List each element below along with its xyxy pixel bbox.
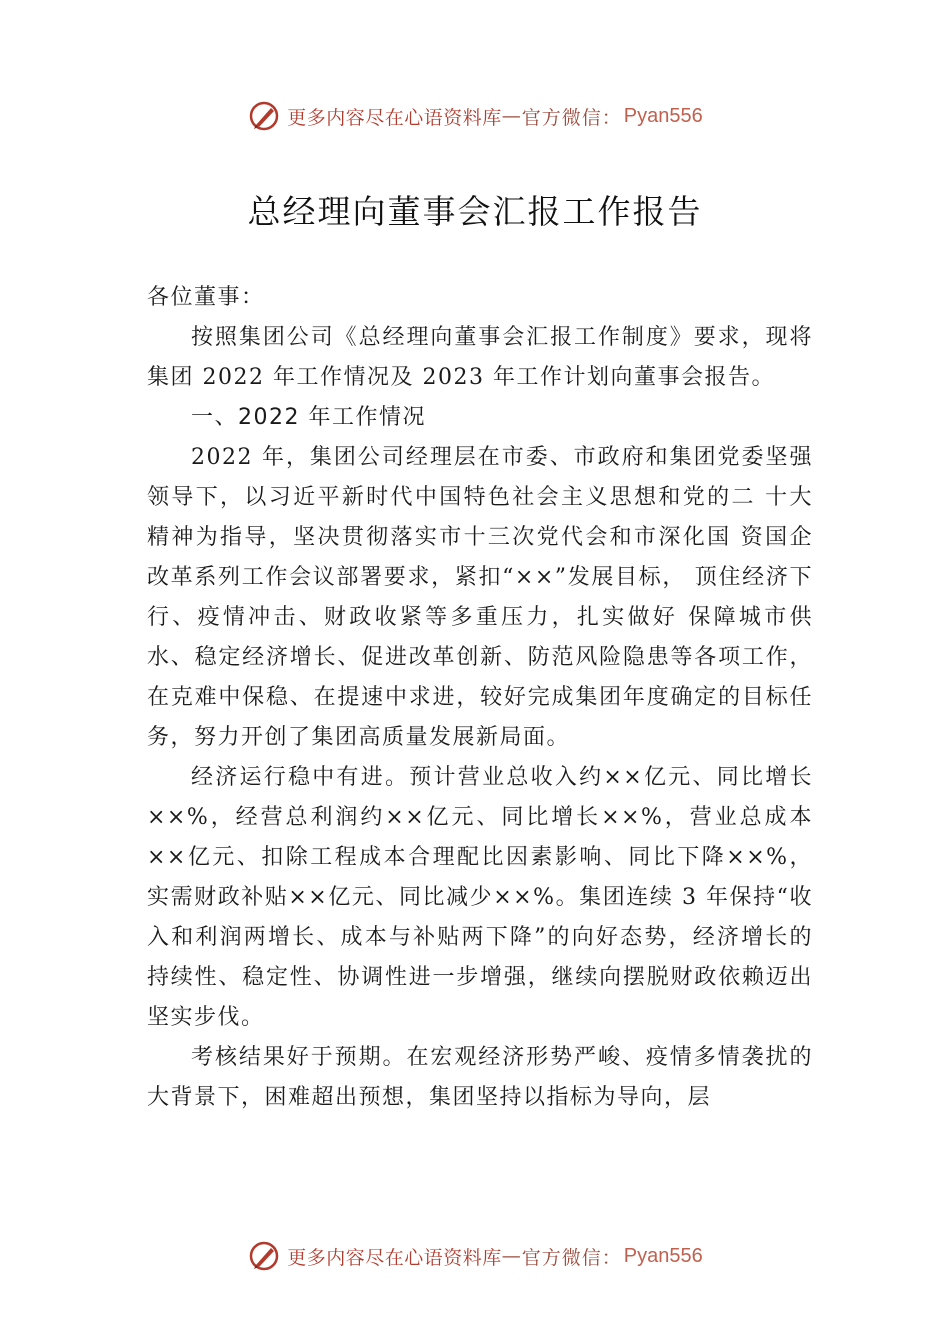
banner-text: 更多内容尽在心语资料库	[287, 1246, 502, 1269]
pen-logo-icon	[247, 99, 281, 133]
salutation: 各位董事：	[147, 285, 265, 310]
pen-logo-icon	[247, 1239, 281, 1273]
banner-text: 更多内容尽在心语资料库	[287, 106, 502, 129]
paragraph-1: 2022 年，集团公司经理层在市委、市政府和集团党委坚强领导下，以习近平新时代中国特色社会主义思想和党的二 十大精神为指导，坚决贯彻落实市十三次党代会和市深化国 资国企改革系列工作会议部署要求，紧扣“××”发展目标， 顶住经济下行、疫情冲击、财政收紧等多重压力，扎实做好 保障城市供水、稳定经济增长、促进改革创新、防范风险隐患等各项工作，在克难中保稳、在提速中求进，较好完成集团年度确定的目标任务，努力开创了集团高质量发展新局面。	[147, 445, 813, 750]
paragraph-2: 经济运行稳中有进。预计营业总收入约××亿元、同比增长××%，经营总利润约××亿元、同比增长××%，营业总成本××亿元、扣除工程成本合理配比因素影响、同比下降××%，实需财政补贴××亿元、同比减少××%。集团连续 3 年保持“收入和利润两增长、成本与补贴两下降”的向好态势，经济增长的持续性、稳定性、协调性进一步增强，继续向摆脱财政依赖迈出坚实步伐。	[147, 765, 813, 1030]
document-title: 总经理向董事会汇报工作报告	[247, 192, 703, 231]
banner-wechat-id: Pyan556	[623, 104, 703, 127]
section-heading: 一、2022 年工作情况	[191, 405, 426, 430]
banner-wechat-id: Pyan556	[623, 1244, 703, 1267]
document-body	[147, 278, 813, 1118]
banner-dash: —	[501, 1245, 522, 1267]
paragraph-3: 考核结果好于预期。在宏观经济形势严峻、疫情多情袭扰的大背景下，困难超出预想，集团坚持以指标为导向，层	[147, 1045, 813, 1110]
header-banner	[0, 96, 950, 136]
banner-label: 官方微信：	[521, 106, 622, 129]
banner-label: 官方微信：	[521, 1246, 622, 1269]
intro-paragraph: 按照集团公司《总经理向董事会汇报工作制度》要求，现将集团 2022 年工作情况及 2023 年工作计划向董事会报告。	[147, 325, 813, 390]
banner-dash: —	[501, 105, 522, 127]
footer-banner	[0, 1236, 950, 1276]
